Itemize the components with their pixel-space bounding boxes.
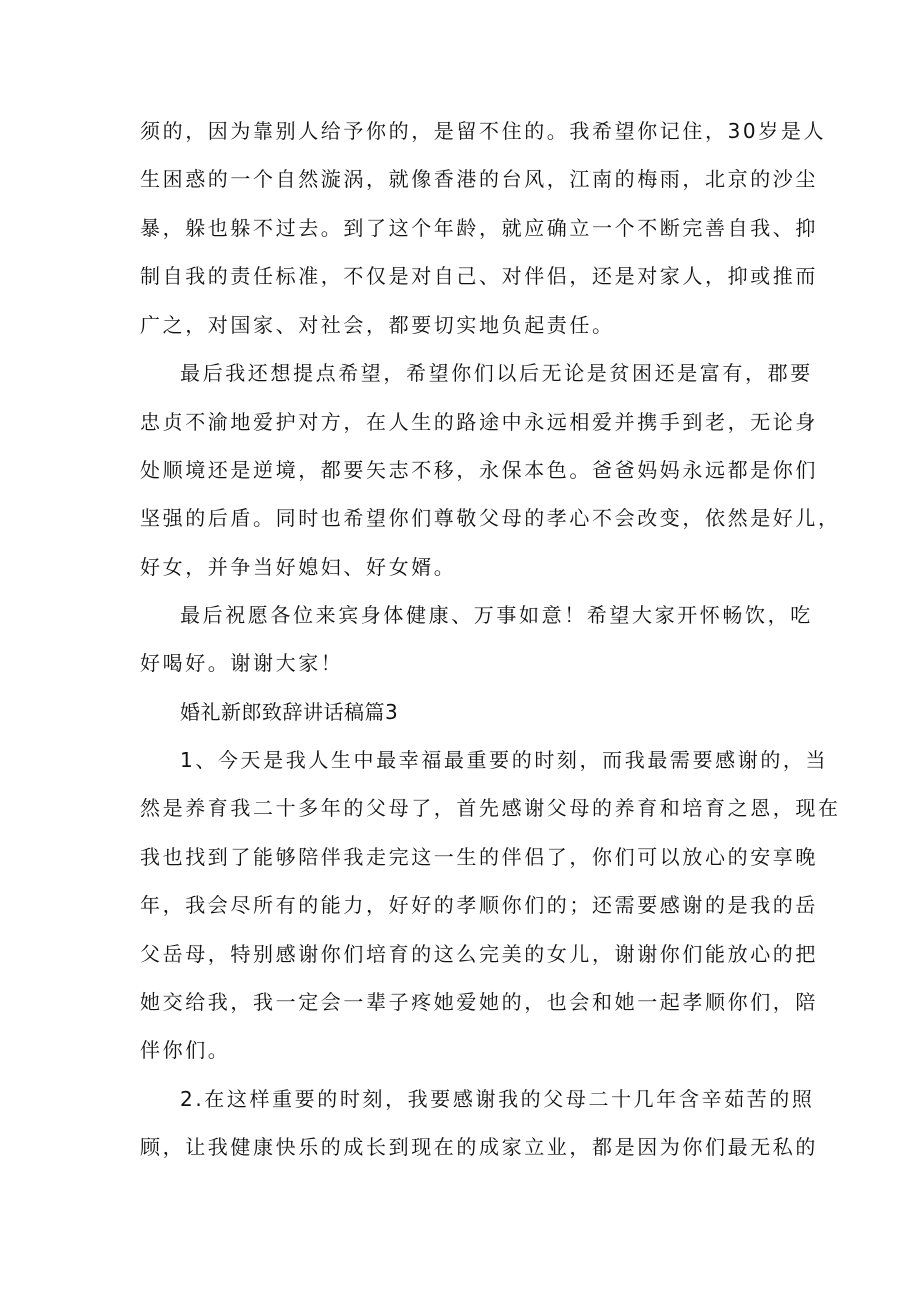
text-line: 暴，躲也躲不过去。到了这个年龄，就应确立一个不断完善自我、抑 [140, 216, 818, 240]
text-line: 好女，并争当好媳妇、好女婿。 [140, 555, 457, 579]
text-line: 最后我还想提点希望，希望你们以后无论是贫困还是富有，郡要 [180, 361, 813, 385]
section-heading: 婚礼新郎致辞讲话稿篇3 [180, 700, 399, 724]
text-line: 2.在这样重要的时刻，我要感谢我的父母二十几年含辛茹苦的照 [180, 1087, 815, 1111]
text-line: 最后祝愿各位来宾身体健康、万事如意！希望大家开怀畅饮，吃 [180, 603, 813, 627]
text-line: 父岳母，特别感谢你们培育的这么完美的女儿，谢谢你们能放心的把 [140, 942, 818, 966]
text-line: 1、今天是我人生中最幸福最重要的时刻，而我最需要感谢的，当 [180, 748, 829, 772]
text-line: 然是养育我二十多年的父母了，首先感谢父母的养育和培育之恩，现在 [140, 796, 841, 820]
text-line: 我也找到了能够陪伴我走完这一生的伴侣了，你们可以放心的安享晚 [140, 845, 818, 869]
text-line: 好喝好。谢谢大家！ [140, 651, 344, 675]
text-line: 坚强的后盾。同时也希望你们尊敬父母的孝心不会改变，依然是好儿， [140, 506, 841, 530]
text-line: 须的，因为靠别人给予你的，是留不住的。我希望你记住，30岁是人 [140, 119, 827, 143]
text-line: 生困惑的一个自然漩涡，就像香港的台风，江南的梅雨，北京的沙尘 [140, 167, 818, 191]
text-line: 她交给我，我一定会一辈子疼她爱她的，也会和她一起孝顺你们，陪 [140, 990, 818, 1014]
text-line: 顾，让我健康快乐的成长到现在的成家立业，都是因为你们最无私的 [140, 1135, 818, 1159]
text-line: 伴你们。 [140, 1038, 231, 1062]
text-line: 制自我的责任标准，不仅是对自己、对伴侣，还是对家人，抑或推而 [140, 264, 818, 288]
text-line: 处顺境还是逆境，都要矢志不移，永保本色。爸爸妈妈永远都是你们 [140, 458, 818, 482]
text-line: 广之，对国家、对社会，都要切实地负起责任。 [140, 313, 615, 337]
text-line: 年，我会尽所有的能力，好好的孝顺你们的；还需要感谢的是我的岳 [140, 893, 818, 917]
text-line: 忠贞不渝地爱护对方，在人生的路途中永远相爱并携手到老，无论身 [140, 410, 818, 434]
